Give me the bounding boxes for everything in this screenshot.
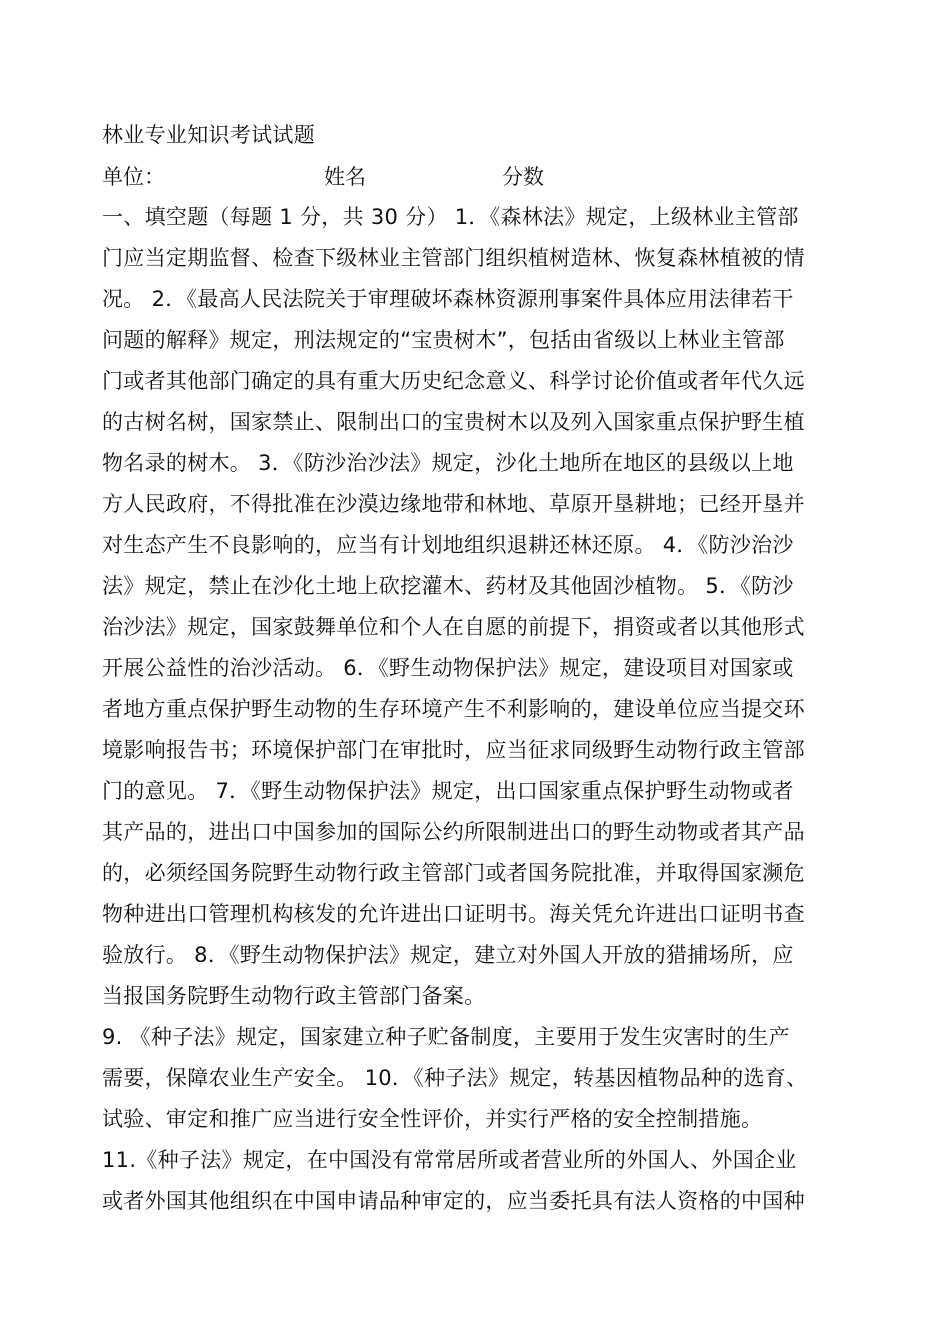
text-line: 开展公益性的治沙活动。 6．《野生动物保护法》规定，建设项目对国家或 — [102, 656, 794, 680]
text-line: 或者外国其他组织在中国申请品种审定的，应当委托具有法人资格的中国种 — [102, 1189, 805, 1213]
text-line: 门或者其他部门确定的具有重大历史纪念意义、科学讨论价值或者年代久远 — [102, 369, 805, 393]
text-line: 况。 2．《最高人民法院关于审理破坏森林资源刑事案件具体应用法律若干 — [102, 287, 794, 311]
text-line: 门应当定期监督、检查下级林业主管部门组织植树造林、恢复森林植被的情 — [102, 246, 805, 270]
header-fields — [102, 160, 842, 194]
text-line: 方人民政府，不得批准在沙漠边缘地带和林地、草原开垦耕地；已经开垦并 — [102, 492, 805, 516]
text-line: 11.《种子法》规定，在中国没有常常居所或者营业所的外国人、外国企业 — [102, 1148, 797, 1172]
score-label: 分数 — [502, 165, 544, 189]
text-line: 9. 《种子法》规定，国家建立种子贮备制度，主要用于发生灾害时的生产 — [102, 1025, 790, 1049]
text-line: 的古树名树，国家禁止、限制出口的宝贵树木以及列入国家重点保护野生植 — [102, 410, 805, 434]
text-line: 的，必须经国务院野生动物行政主管部门或者国务院批准，并取得国家濒危 — [102, 861, 805, 885]
document-title: 林业专业知识考试试题 — [102, 123, 315, 147]
text-line: 者地方重点保护野生动物的生存环境产生不利影响的，建设单位应当提交环 — [102, 697, 805, 721]
text-line: 需要，保障农业生产安全。 10．《种子法》规定，转基因植物品种的选育、 — [102, 1066, 808, 1090]
text-line: 当报国务院野生动物行政主管部门备案。 — [102, 984, 486, 1008]
text-line: 境影响报告书；环境保护部门在审批时，应当征求同级野生动物行政主管部 — [102, 738, 805, 762]
name-label: 姓名 — [324, 165, 366, 189]
text-line: 试验、审定和推广应当进行安全性评价，并实行严格的安全控制措施。 — [102, 1107, 763, 1131]
text-line: 门的意见。 7．《野生动物保护法》规定，出口国家重点保护野生动物或者 — [102, 779, 794, 803]
text-line: 对生态产生不良影响的，应当有计划地组织退耕还林还原。 4．《防沙治沙 — [102, 533, 794, 557]
text-line: 其产品的，进出口中国参加的国际公约所限制进出口的野生动物或者其产品 — [102, 820, 805, 844]
text-line: 物种进出口管理机构核发的允许进出口证明书。海关凭允许进出口证明书查 — [102, 902, 805, 926]
text-line: 治沙法》规定，国家鼓舞单位和个人在自愿的前提下，捐资或者以其他形式 — [102, 615, 805, 639]
unit-label: 单位： — [102, 165, 165, 189]
text-line: 问题的解释》规定，刑法规定的“宝贵树木”，包括由省级以上林业主管部 — [102, 328, 785, 352]
text-line: 物名录的树木。 3．《防沙治沙法》规定，沙化土地所在地区的县级以上地 — [102, 451, 794, 475]
text-line: 验放行。 8．《野生动物保护法》规定，建立对外国人开放的猎捕场所，应 — [102, 943, 794, 967]
text-line: 法》规定，禁止在沙化土地上砍挖灌木、药材及其他固沙植物。 5．《防沙 — [102, 574, 794, 598]
text-line: 一、填空题（每题 1 分，共 30 分） 1．《森林法》规定，上级林业主管部 — [102, 205, 799, 229]
